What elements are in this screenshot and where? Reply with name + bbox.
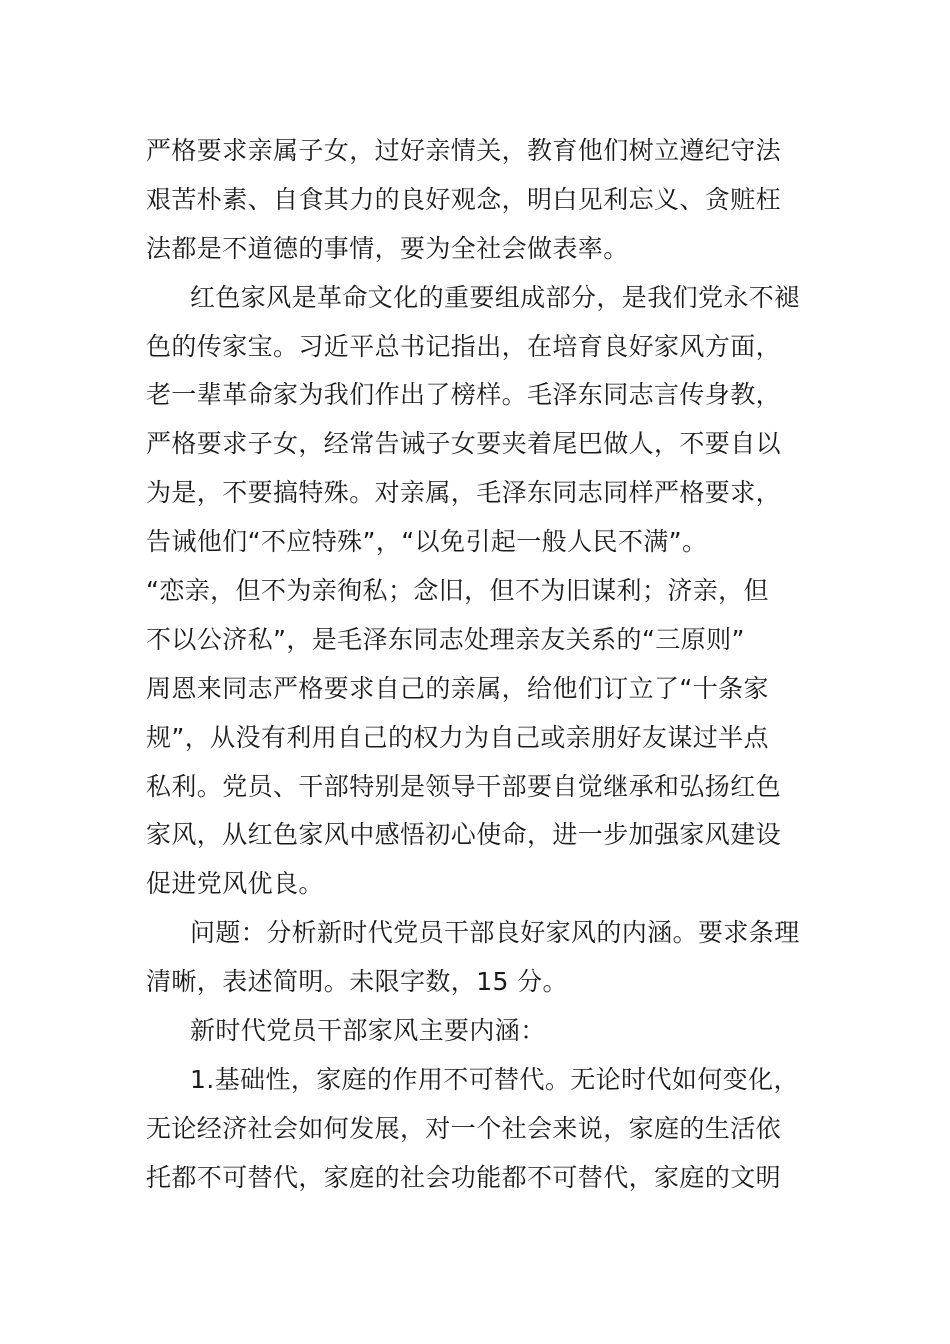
point-one-start: 1.基础性，家庭的作用不可替代。无论时代如何变化， bbox=[190, 1064, 799, 1094]
text-line: 老一辈革命家为我们作出了榜样。毛泽东同志言传身教， bbox=[146, 380, 782, 410]
text-line: 艰苦朴素、自食其力的良好观念，明白见利忘义、贪赃枉 bbox=[146, 184, 782, 214]
answer-heading: 新时代党员干部家风主要内涵： bbox=[190, 1016, 546, 1046]
text-line: 严格要求子女，经常告诫子女要夹着尾巴做人，不要自以 bbox=[146, 429, 782, 459]
text-line: 为是，不要搞特殊。对亲属，毛泽东同志同样严格要求， bbox=[146, 478, 782, 508]
text-line: “恋亲，但不为亲徇私；念旧，但不为旧谋利；济亲，但 bbox=[146, 576, 769, 606]
text-line: 家风，从红色家风中感悟初心使命，进一步加强家风建设 bbox=[146, 820, 782, 850]
text-line: 色的传家宝。习近平总书记指出，在培育良好家风方面， bbox=[146, 331, 782, 361]
text-line: 私利。党员、干部特别是领导干部要自觉继承和弘扬红色 bbox=[146, 771, 782, 801]
text-line: 严格要求亲属子女，过好亲情关，教育他们树立遵纪守法 bbox=[146, 136, 782, 165]
text-line: 托都不可替代，家庭的社会功能都不可替代，家庭的文明 bbox=[146, 1162, 782, 1192]
question-start: 问题：分析新时代党员干部良好家风的内涵。要求条理 bbox=[190, 918, 800, 948]
paragraph-start: 红色家风是革命文化的重要组成部分，是我们党永不褪 bbox=[190, 282, 800, 312]
text-line: 清晰，表述简明。未限字数，15 分。 bbox=[146, 967, 568, 997]
text-line: 告诫他们“不应特殊”，“以免引起一般人民不满”。 bbox=[146, 527, 708, 557]
text-line: 规”，从没有利用自己的权力为自己或亲朋好友谋过半点 bbox=[146, 722, 769, 752]
text-line: 无论经济社会如何发展，对一个社会来说，家庭的生活依 bbox=[146, 1113, 782, 1143]
text-line: 周恩来同志严格要求自己的亲属，给他们订立了“十条家 bbox=[146, 673, 769, 703]
document-body bbox=[146, 127, 808, 1203]
text-line: 法都是不道德的事情，要为全社会做表率。 bbox=[146, 233, 629, 263]
text-line: 促进党风优良。 bbox=[146, 869, 324, 899]
text-line: 不以公济私”，是毛泽东同志处理亲友关系的“三原则” bbox=[146, 624, 745, 654]
